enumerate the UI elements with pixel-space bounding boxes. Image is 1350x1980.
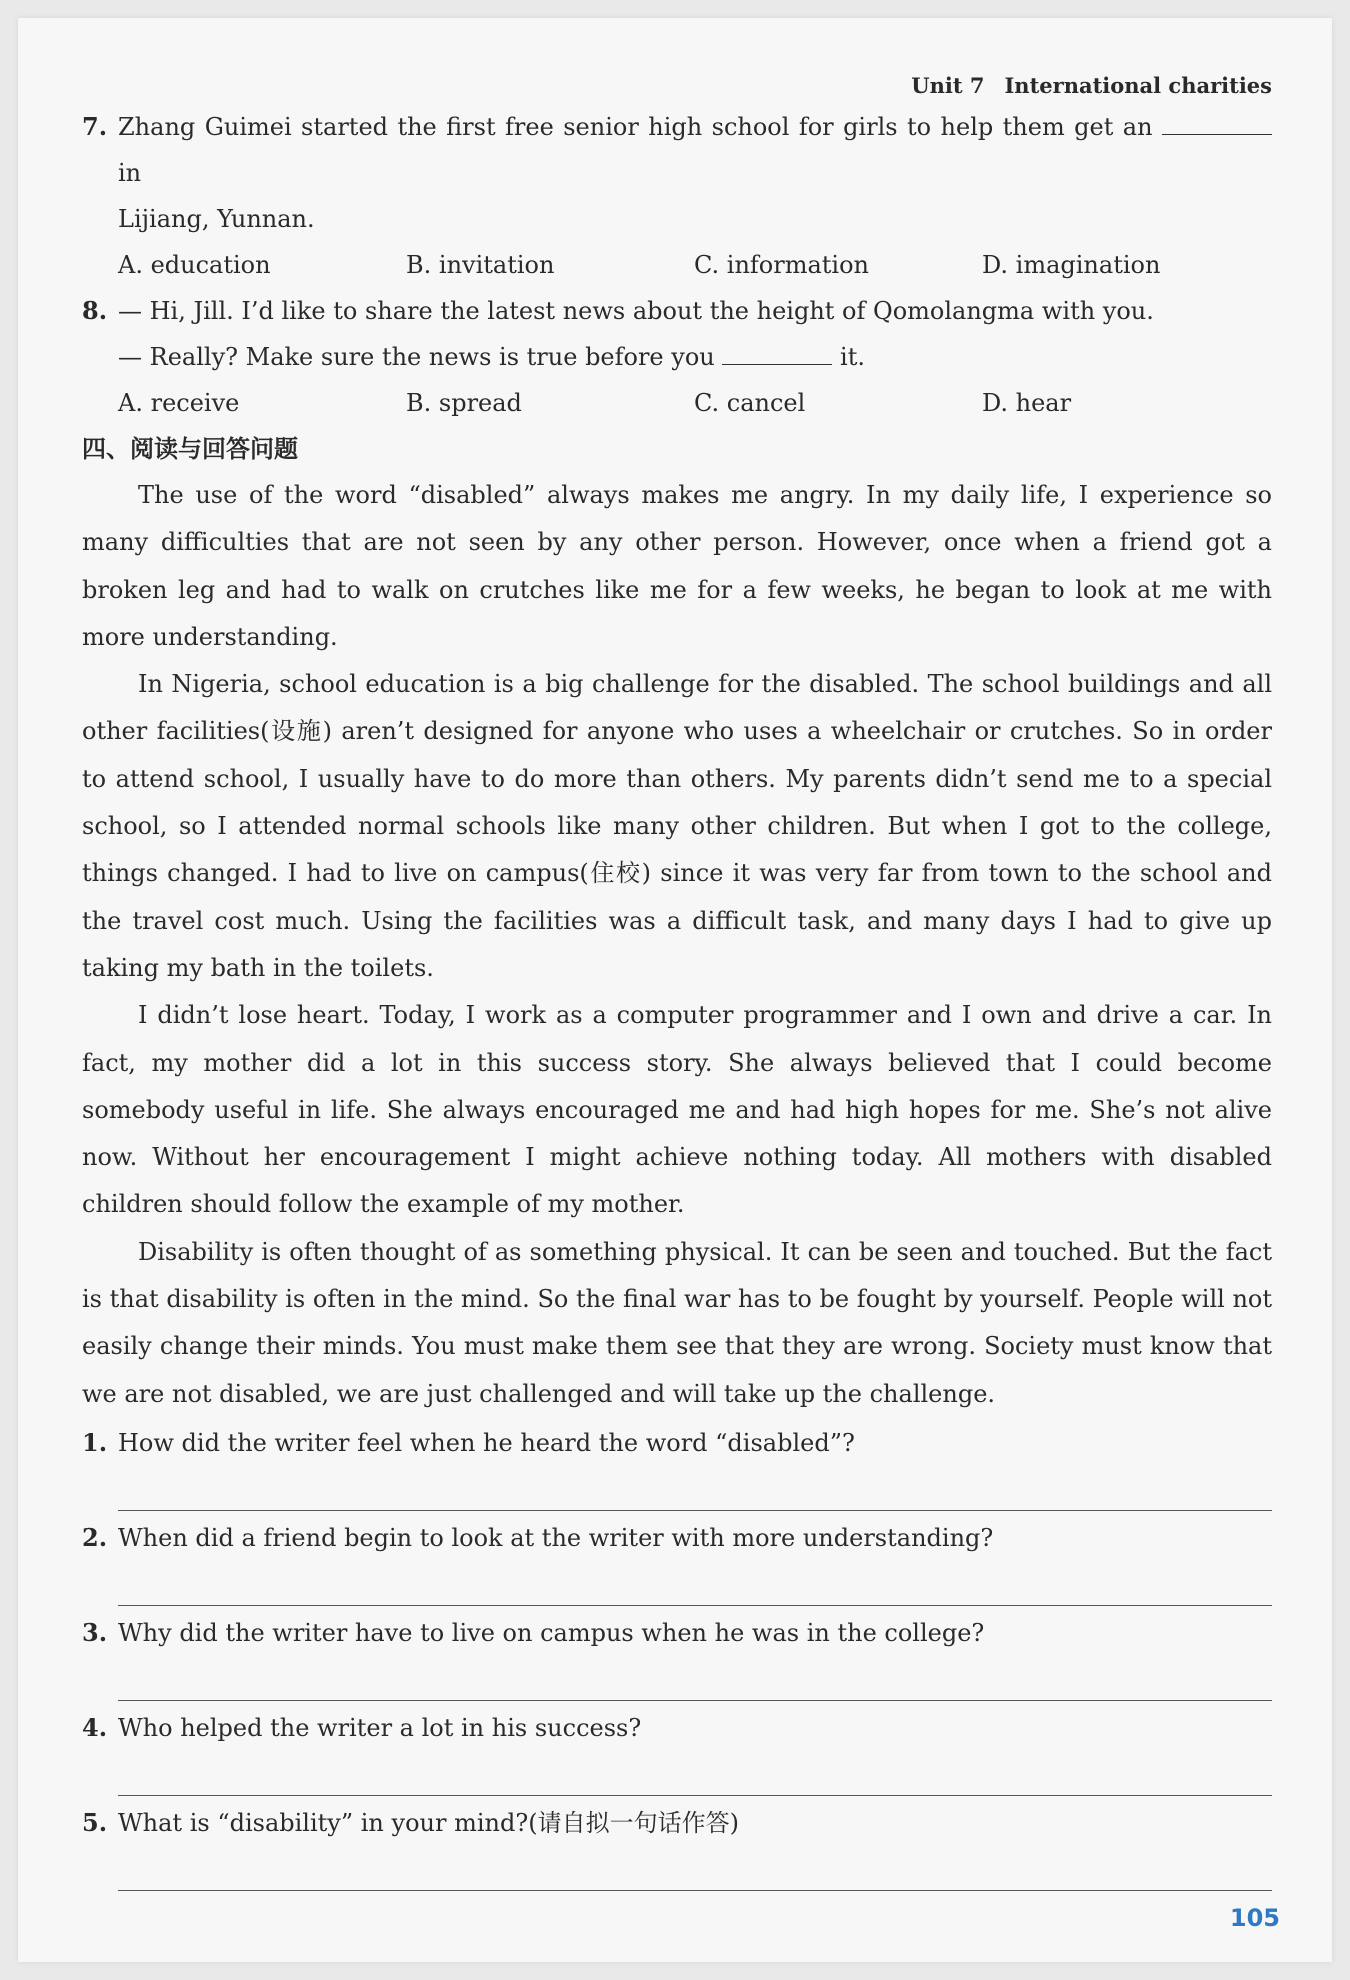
question-number: 5. [82,1807,108,1837]
mc-question-7 [82,104,1272,196]
running-header [82,68,1272,104]
question-number: 7. [82,112,108,141]
question-number: 1. [82,1427,108,1457]
reading-question-4 [82,1705,1272,1751]
option-d[interactable]: D. hear [982,389,1072,417]
header-unit: Unit 7 [911,73,985,98]
option-a[interactable]: A. education [118,251,271,279]
question-text: How did the writer feel when he heard the word “disabled”? [118,1428,855,1457]
passage-paragraph: I didn’t lose heart. Today, I work as a computer programmer and I own and drive a car. In fact, my mother did a lot in this success story. She always believed that I could become somebody useful in life. She always encouraged me and had high hopes for me. She’s not alive now. Without her encouragement I might achieve nothing today. All mothers with disabled children should follow the example of my mother. [82,1001,1272,1219]
question-text: When did a friend begin to look at the writer with more understanding? [118,1523,994,1552]
question-number: 2. [82,1522,108,1552]
page-content [82,68,1272,1895]
question-continuation: Lijiang, Yunnan. [118,205,315,233]
question-text: What is “disability” in your mind?(请自拟一句话作答) [118,1808,739,1837]
question-text: Why did the writer have to live on campus when he was in the college? [118,1618,985,1647]
reading-question-2 [82,1515,1272,1561]
answer-line[interactable] [118,1656,1272,1701]
passage-paragraph: The use of the word “disabled” always makes me angry. In my daily life, I experience so many difficulties that are not seen by any other person. However, once when a friend got a broken leg and had to walk on crutches like me for a few weeks, he began to look at me with more understanding. [82,481,1272,651]
header-title: International charities [1004,73,1272,98]
reading-question-5 [82,1800,1272,1846]
passage-paragraph: Disability is often thought of as something physical. It can be seen and touched. But the fact is that disability is often in the mind. So the final war has to be fought by yourself. People will not easily change their minds. You must make them see that they are wrong. Society must know that we are not disabled, we are just challenged and will take up the challenge. [82,1237,1272,1408]
question-number: 4. [82,1712,108,1742]
option-c[interactable]: C. cancel [694,389,806,417]
answer-blank[interactable] [1162,114,1272,135]
question-number: 3. [82,1617,108,1647]
option-b[interactable]: B. invitation [406,251,555,279]
option-a[interactable]: A. receive [118,389,240,417]
reading-question-3 [82,1610,1272,1656]
option-b[interactable]: B. spread [406,389,522,417]
answer-blank[interactable] [722,344,832,365]
reading-questions [82,1420,1272,1891]
textbook-page [18,18,1332,1962]
section-title: 四、阅读与回答问题 [82,435,298,463]
option-c[interactable]: C. information [694,251,869,279]
answer-line[interactable] [118,1561,1272,1606]
answer-line[interactable] [118,1846,1272,1891]
option-d[interactable]: D. imagination [982,251,1161,279]
page-number: 105 [1229,1904,1280,1932]
question-text: — Hi, Jill. I’d like to share the latest news about the height of Qomolangma with you. [118,297,1154,325]
question-text: Who helped the writer a lot in his success? [118,1713,642,1742]
reading-passage [82,472,1272,1418]
options-row [82,242,1272,288]
question-line-2: — Really? Make sure the news is true before you it. [118,343,865,371]
passage-paragraph: In Nigeria, school education is a big challenge for the disabled. The school buildings and all other facilities(设施) aren’t designed for anyone who uses a wheelchair or crutches. So in order to attend school, I usually have to do more than others. My parents didn’t send me to a special school, so I attended normal schools like many other children. But when I got to the college, things changed. I had to live on campus(住校) since it was very far from town to the school and the travel cost much. Using the facilities was a difficult task, and many days I had to give up taking my bath in the toilets. [82,670,1272,982]
reading-question-1 [82,1420,1272,1466]
question-text: Zhang Guimei started the first free senior high school for girls to help them get an in [118,104,1272,196]
answer-line[interactable] [118,1466,1272,1511]
options-row [82,380,1272,426]
mc-question-8 [82,288,1272,334]
answer-line[interactable] [118,1751,1272,1796]
question-number: 8. [82,296,108,325]
